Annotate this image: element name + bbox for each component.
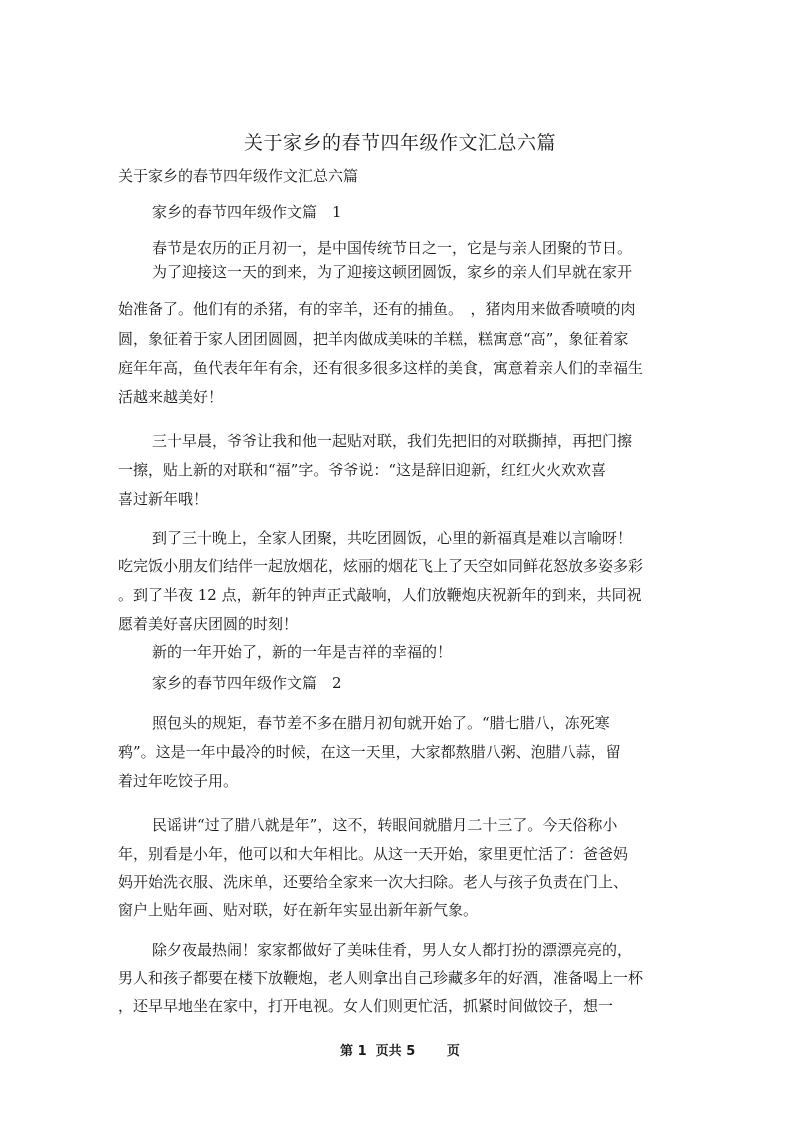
paragraph-line: 窗户上贴年画、贴对联，好在新年实显出新年新气象。	[118, 901, 479, 919]
paragraph-line: 圆，象征着于家人团团圆圆，把羊肉做成美味的羊糕，糕寓意“高”，象征着家	[118, 330, 629, 348]
paragraph-line: 为了迎接这一天的到来，为了迎接这顿团圆饭，家乡的亲人们早就在家开	[152, 263, 633, 281]
paragraph-line: 。到了半夜 12 点，新年的钟声正式敲响，人们放鞭炮庆祝新年的到来，共同祝	[118, 586, 642, 604]
paragraph-line: 三十早晨，爷爷让我和他一起贴对联，我们先把旧的对联撕掉，再把门擦	[152, 432, 633, 450]
paragraph-line: 愿着美好喜庆团圆的时刻！	[118, 615, 299, 633]
paragraph-line: 新的一年开始了，新的一年是吉祥的幸福的！	[152, 643, 453, 661]
paragraph-line: 庭年年高，鱼代表年年有余，还有很多很多这样的美食，寓意着亲人们的幸福生	[118, 359, 644, 377]
paragraph-line: 一擦，贴上新的对联和“福”字。爷爷说：“这是辞旧迎新，红红火火欢欢喜	[118, 461, 607, 479]
section-heading-2: 家乡的春节四年级作文篇 2	[152, 674, 342, 692]
paragraph-line: 除夕夜最热闹！家家都做好了美味佳肴，男人女人都打扮的漂漂亮亮的，	[152, 941, 633, 959]
paragraph-line: 男人和孩子都要在楼下放鞭炮，老人则拿出自己珍藏多年的好酒，准备喝上一杯	[118, 969, 644, 987]
paragraph-line: 照包头的规矩，春节差不多在腊月初旬就开始了。“腊七腊八，冻死寒	[152, 714, 610, 732]
paragraph-line: 喜过新年哦！	[118, 490, 209, 508]
paragraph-line: 妈开始洗衣服、洗床单，还要给全家来一次大扫除。老人与孩子负责在门上、	[118, 873, 629, 891]
paragraph-line: ，还早早地坐在家中，打开电视。女人们则更忙活，抓紧时间做饺子，想一	[118, 997, 614, 1015]
paragraph-line: 鸦”。这是一年中最冷的时候，在这一天里，大家都熬腊八粥、泡腊八蒜，留	[118, 743, 621, 761]
document-subtitle: 关于家乡的春节四年级作文汇总六篇	[118, 167, 359, 185]
paragraph-line: 始准备了。他们有的杀猪，有的宰羊，还有的捕鱼。 ，猪肉用来做香喷喷的肉	[118, 300, 636, 318]
paragraph-line: 年，别看是小年，他可以和大年相比。从这一天开始，家里更忙活了：爸爸妈	[118, 845, 629, 863]
paragraph-line: 春节是农历的正月初一，是中国传统节日之一，它是与亲人团聚的节日。	[152, 239, 633, 257]
paragraph-line: 民谣讲“过了腊八就是年”，这不，转眼间就腊月二十三了。今天俗称小	[152, 816, 618, 834]
document-title: 关于家乡的春节四年级作文汇总六篇	[243, 132, 556, 154]
paragraph-line: 活越来越美好！	[118, 388, 224, 406]
page-number-footer: 第 1 页共 5 页	[340, 1044, 460, 1059]
paragraph-line: 到了三十晚上，全家人团聚，共吃团圆饭，心里的新福真是难以言喻呀！	[152, 529, 633, 547]
paragraph-line: 着过年吃饺子用。	[118, 772, 239, 790]
paragraph-line: 吃完饭小朋友们结伴一起放烟花，炫丽的烟花飞上了天空如同鲜花怒放多姿多彩	[118, 557, 644, 575]
section-heading-1: 家乡的春节四年级作文篇 1	[152, 203, 342, 221]
